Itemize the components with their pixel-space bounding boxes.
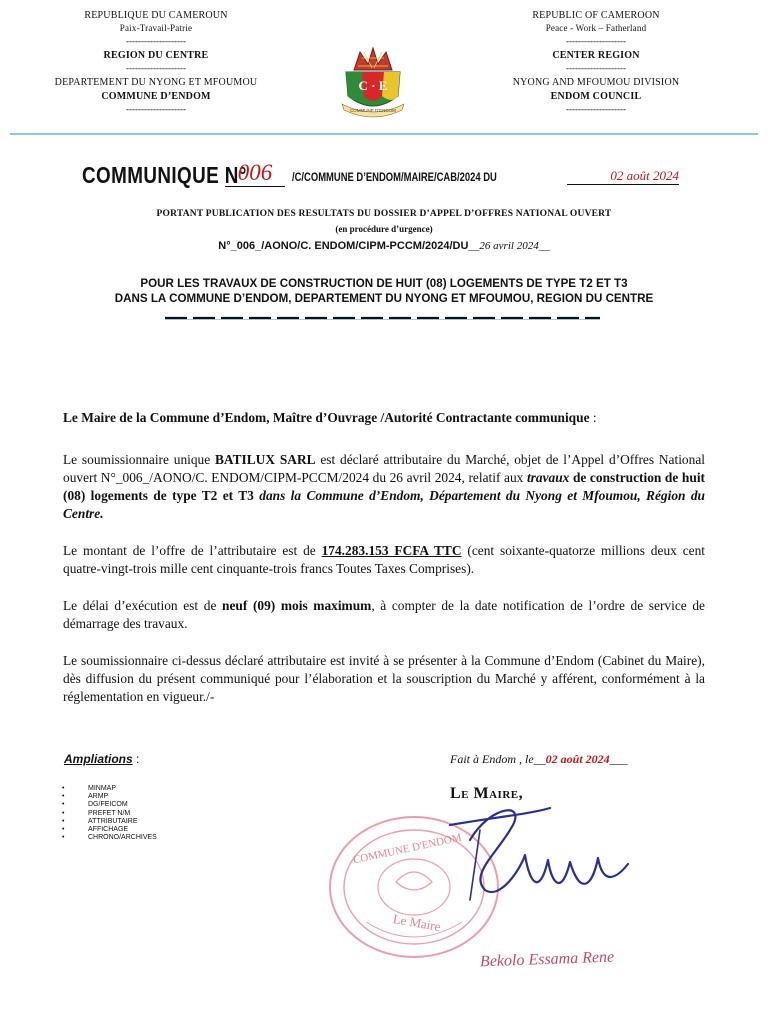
separator: -------------------- <box>126 103 186 114</box>
ampliations-heading <box>64 752 139 766</box>
communique-number: 006 <box>225 160 285 187</box>
mayor-name: Bekolo Essama Rene <box>479 948 615 971</box>
award-text-a: Le soumissionnaire unique <box>63 452 215 467</box>
amount-text-a: Le montant de l’offre de l’attributaire est de <box>63 543 322 558</box>
communique-date: 02 août 2024 <box>567 168 679 185</box>
works-line-2: DANS LA COMMUNE D’ENDOM, DEPARTEMENT DU NYONG ET MFOUMOU, REGION DU CENTRE <box>114 292 654 305</box>
list-item: • ATTRIBUTAIRE <box>62 818 157 826</box>
commune-emblem-icon <box>332 44 414 120</box>
department-en: NYONG AND MFOUMOU DIVISION <box>512 76 680 88</box>
award-text-c: travaux <box>526 470 570 485</box>
country-en: REPUBLIC OF CAMEROON <box>532 10 660 21</box>
tender-date: 26 avril 2024 <box>479 240 539 252</box>
council-fr: COMMUNE D’ENDOM <box>101 90 211 102</box>
council-en: ENDOM COUNCIL <box>550 90 642 102</box>
intro-statement <box>63 409 705 427</box>
communique-title <box>82 162 722 189</box>
works-line-1: POUR LES TRAVAUX DE CONSTRUCTION DE HUIT (08) LOGEMENTS DE TYPE T2 ET T3 <box>140 277 628 290</box>
duration-text-a: Le délai d’exécution est de <box>63 598 223 613</box>
title-separator <box>165 316 600 320</box>
company-name: BATILUX SARL <box>215 452 316 467</box>
motto-en: Peace - Work – Fatherland <box>545 23 647 33</box>
subtitle-procedure: (en procédure d’urgence) <box>335 224 433 234</box>
paragraph-amount <box>63 542 705 578</box>
execution-duration: neuf (09) mois maximum <box>222 598 372 613</box>
title-prefix: COMMUNIQUE N° <box>82 162 247 188</box>
ampliations-tail: : <box>132 752 140 766</box>
stamp-council: COMMUNE D'ENDOM <box>352 831 463 867</box>
header-right <box>446 10 746 118</box>
duration-text-b: , à compter de la date notification de l’ordre de service de démarrage des travaux. <box>63 598 705 631</box>
country-fr: REPUBLIQUE DU CAMEROUN <box>84 10 228 21</box>
stamp-mayor: Le Maire <box>391 911 442 935</box>
intro-tail: : <box>589 410 597 425</box>
award-text-e: dans la Commune d’Endom, Département du Nyong et Mfoumou, Région du Centre. <box>63 488 706 521</box>
amount-text-b: (cent soixante-quatorze millions deux cent quatre-vingt-trois mille cent cinquante-trois francs Toutes Taxes Comprises). <box>63 543 705 576</box>
separator: -------------------- <box>126 62 186 73</box>
paragraph-duration <box>63 597 705 633</box>
place-tail: ___ <box>609 752 628 766</box>
award-text-b: est déclaré attributaire du Marché, objet de l’Appel d’Offres National ouvert N°_006_/AONO/C. ENDOM/CIPM-PCCM/2024 du 26 avril 2024, relatif aux <box>63 452 705 485</box>
place-text: Fait à Endom , le__ <box>450 752 546 766</box>
list-item: • CHRONO/ARCHIVES <box>62 834 157 842</box>
subtitle-reference: N°_006_/AONO/C. ENDOM/CIPM-PCCM/2024/DU__26 avril 2024__ <box>218 240 550 252</box>
separator: -------------------- <box>126 35 186 46</box>
separator: -------------------- <box>566 103 626 114</box>
award-text-d: de construction de huit (08) logements de type T2 et T3 <box>63 470 705 503</box>
ampliations-list <box>62 785 157 842</box>
signatory-title: Le Maire, <box>450 785 524 802</box>
separator: -------------------- <box>566 35 626 46</box>
intro-text: Le Maire de la Commune d’Endom, Maître d’Ouvrage /Autorité Contractante communique <box>63 410 590 425</box>
subtitle-publication: PORTANT PUBLICATION DES RESULTATS DU DOSSIER D’APPEL D’OFFRES NATIONAL OUVERT <box>156 209 612 219</box>
paragraph-award <box>63 451 705 523</box>
paragraph-invitation: Le soumissionnaire ci-dessus déclaré attributaire est invité à se présenter à la Commune d’Endom (Cabinet du Maire), dès diffusion du présent communiqué pour l’élaboration et la souscription du Marché y afférent, conformément à la réglementation en vigueur./- <box>63 653 705 704</box>
mayor-signature-icon <box>430 800 650 910</box>
place-date <box>450 752 628 767</box>
separator: -------------------- <box>566 62 626 73</box>
list-item: • AFFICHAGE <box>62 826 157 834</box>
emblem-initials: C · E <box>358 78 388 93</box>
ampliations-title: Ampliations <box>64 752 133 766</box>
signature-date: 02 août 2024 <box>545 752 610 766</box>
header-rule <box>10 133 758 135</box>
motto-fr: Paix-Travail-Patrie <box>119 23 193 33</box>
header-left <box>6 10 306 118</box>
emblem-ribbon: COMMUNE D'ENDOM <box>350 108 396 113</box>
list-item: • PREFET N/M <box>62 810 157 818</box>
list-item: • ARMP <box>62 793 157 801</box>
contract-amount: 174.283.153 FCFA TTC <box>321 543 462 558</box>
list-item: • MINMAP <box>62 785 157 793</box>
region-fr: REGION DU CENTRE <box>103 49 209 61</box>
tender-reference: N°_006_/AONO/C. ENDOM/CIPM-PCCM/2024/DU <box>218 240 469 252</box>
list-item: • DG/FEICOM <box>62 801 157 809</box>
title-reference: /C/COMMUNE D’ENDOM/MAIRE/CAB/2024 DU <box>292 172 497 184</box>
region-en: CENTER REGION <box>552 49 640 61</box>
department-fr: DEPARTEMENT DU NYONG ET MFOUMOU <box>54 76 258 88</box>
